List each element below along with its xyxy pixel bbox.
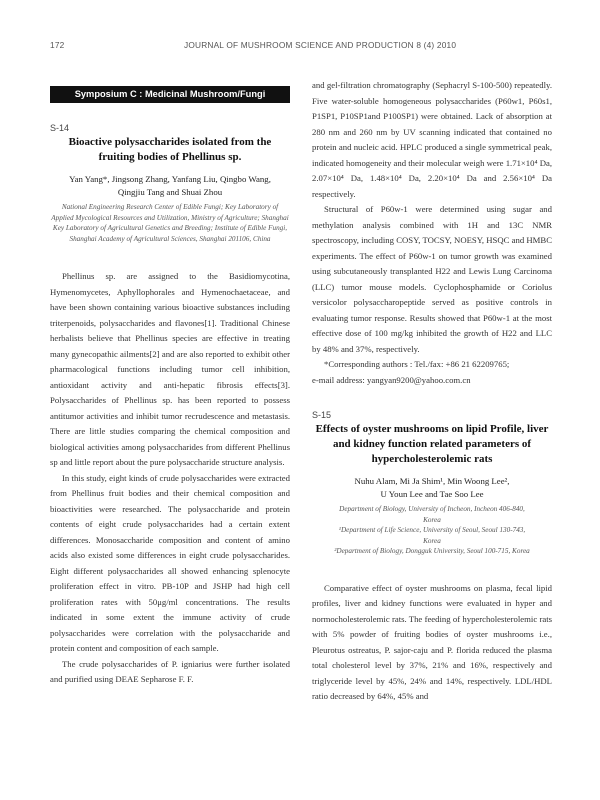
affiliation xyxy=(312,504,552,557)
body-paragraph: Comparative effect of oyster mushrooms on plasma, fecal lipid profiles, liver and kidney functions were evaluated in hyper and normocholesterolemic rats. The feeding of hypercholesterolemic rats with 5% powder of fruiting bodies of oyster mushrooms i.e., Pleurotus ostreatus, P. sajor-caju and P. florida reduced the plasma total cholesterol level by 37%, 21% and 16%, respectively and triglyceride level by 45%, 24% and 14%, respectively. LDL/HDL ratio decreased by 64%, 45% and xyxy=(312,582,552,702)
affiliation-line: ²Department of Biology, Dongguk University, Seoul 100-715, Korea xyxy=(334,547,530,556)
body-paragraph: The crude polysaccharides of P. igniarius were further isolated and purified using DEAE Sepharose F. F. xyxy=(50,658,290,685)
body-paragraph: and gel-filtration chromatography (Sephacryl S-100-500) repeatedly. Five water-soluble homogeneous polysaccharides (P60w1, P60s1, P1SP1, P10SP1and P100SP1) were obtained. Lack of absorption at 280 nm and 260 nm by UV scanning indicated that contained no protein and nucleic acid. HPLC produced a single symmetrical peak, indicated homogeneity and their molecular weigh were 1.71×10⁴ Da, 2.07×10⁴ Da, 1.48×10⁴ Da, 2.20×10⁴ Da and 2.56×10⁴ Da respectively. xyxy=(312,80,553,199)
author-line: Nuhu Alam, Mi Ja Shim¹, Min Woong Lee², xyxy=(354,476,510,486)
body-paragraph: Phellinus sp. are assigned to the Basidiomycotina, Hymenomycetes, Aphyllophorales and Hymenochaetaceae, and have been shown containing various bioactive substances including triterpenoids, polysaccharides and flavones[1]. Traditional Chinese herbalists believe that Phellinus species are effective in treating many gynecopathic ailments[2] and are also reported to exhibit other pharmacological functions including tumor cell inhibition, antioxidant activity and anti-hepatic fibrosis effects[3]. Polysaccharides of Phellinus sp. has been reported to possess antitumor activities and inhibit tumor recrudescence and metastasis. There are little studies comparing the chemical composition and biological activities among polysaccharides from different Phellinus sp and little report about the pure polysaccharide structure analysis. xyxy=(50,271,290,468)
body-paragraph: Structural of P60w-1 were determined using sugar and methylation analysis combined with 1H and 13C NMR spectroscopy, including COSY, TOCSY, NOESY, HSQC and HMBC experiments. The effect of P60w-1 on tumor growth was examined using subcutaneously transplanted H22 and Lewis Lung Carcinoma (LLC) tumor mouse models. Cyclophosphamide or Coriolus versicolor polysaccharopeptide served as positive controls in evaluating tumor response. Results showed that P60w-1 at the most effective dose of 100 mg/kg inhibited the growth of H22 and LLC by 48% and 37%, respectively. xyxy=(312,204,552,354)
affiliation-line: Department of Biology, University of Incheon, Incheon 406-840, xyxy=(339,505,525,513)
journal-title: JOURNAL OF MUSHROOM SCIENCE AND PRODUCTION 8 (4) 2010 xyxy=(184,40,457,50)
left-column xyxy=(50,78,290,688)
body-paragraph: In this study, eight kinds of crude polysaccharides were extracted from Phellinus fruit bodies and their chemical composition and bioactivities were researched. The polysaccharide and protein contents of eight crude polysaccharides had a certain extent differences. Monosaccharide composition and content of amino acids also existed some differences in eight crude polysaccharides. Eight different polysaccharides all showed enhancing splenocyte proliferation effect in vitro. PB-10P and JSHP had high cell proliferation rates with 50μg/ml concentrations. The results indicated in some extent the immune activity of crude polysaccharides were correlation with the polysaccharide and protein content and composition of each sample. xyxy=(50,472,290,654)
abstract-code: S-14 xyxy=(50,123,70,133)
author-line: U Youn Lee and Tae Soo Lee xyxy=(380,489,484,499)
email-address: e-mail address: yangyan9200@yahoo.com.cn xyxy=(312,374,471,385)
affiliation-line: Korea xyxy=(423,536,441,545)
abstract-title: Effects of oyster mushrooms on lipid Profile, liver and kidney function related parameters of hypercholesterolemic rats xyxy=(315,423,549,465)
author-list xyxy=(50,173,290,199)
symposium-banner: Symposium C : Medicinal Mushroom/Fungi xyxy=(50,86,290,103)
right-column xyxy=(312,78,552,705)
abstract-code: S-15 xyxy=(312,410,332,420)
affiliation: National Engineering Research Center of Edible Fungi; Key Laboratory of Applied Mycological Resources and Utilization, Ministry of Agriculture; Shanghai Key Laboratory of Agricultural Genetics and Breeding; Institute of Edible Fungi, Shanghai Academy of Agricultural Sciences, Shanghai 201106, China xyxy=(51,203,289,243)
page-number: 172 xyxy=(50,40,65,50)
author-line: Yan Yang*, Jingsong Zhang, Yanfang Liu, Qingbo Wang, xyxy=(69,174,271,184)
abstract-title: Bioactive polysaccharides isolated from the fruiting bodies of Phellinus sp. xyxy=(68,136,272,163)
contact-line: *Corresponding authors : Tel./fax: +86 21 62209765; xyxy=(324,359,510,369)
affiliation-line: Korea xyxy=(423,515,441,524)
author-list xyxy=(312,475,552,501)
affiliation-line: ¹Department of Life Science, University of Seoul, Seoul 130-743, xyxy=(338,526,526,535)
author-line: Qingjiu Tang and Shuai Zhou xyxy=(117,187,223,197)
